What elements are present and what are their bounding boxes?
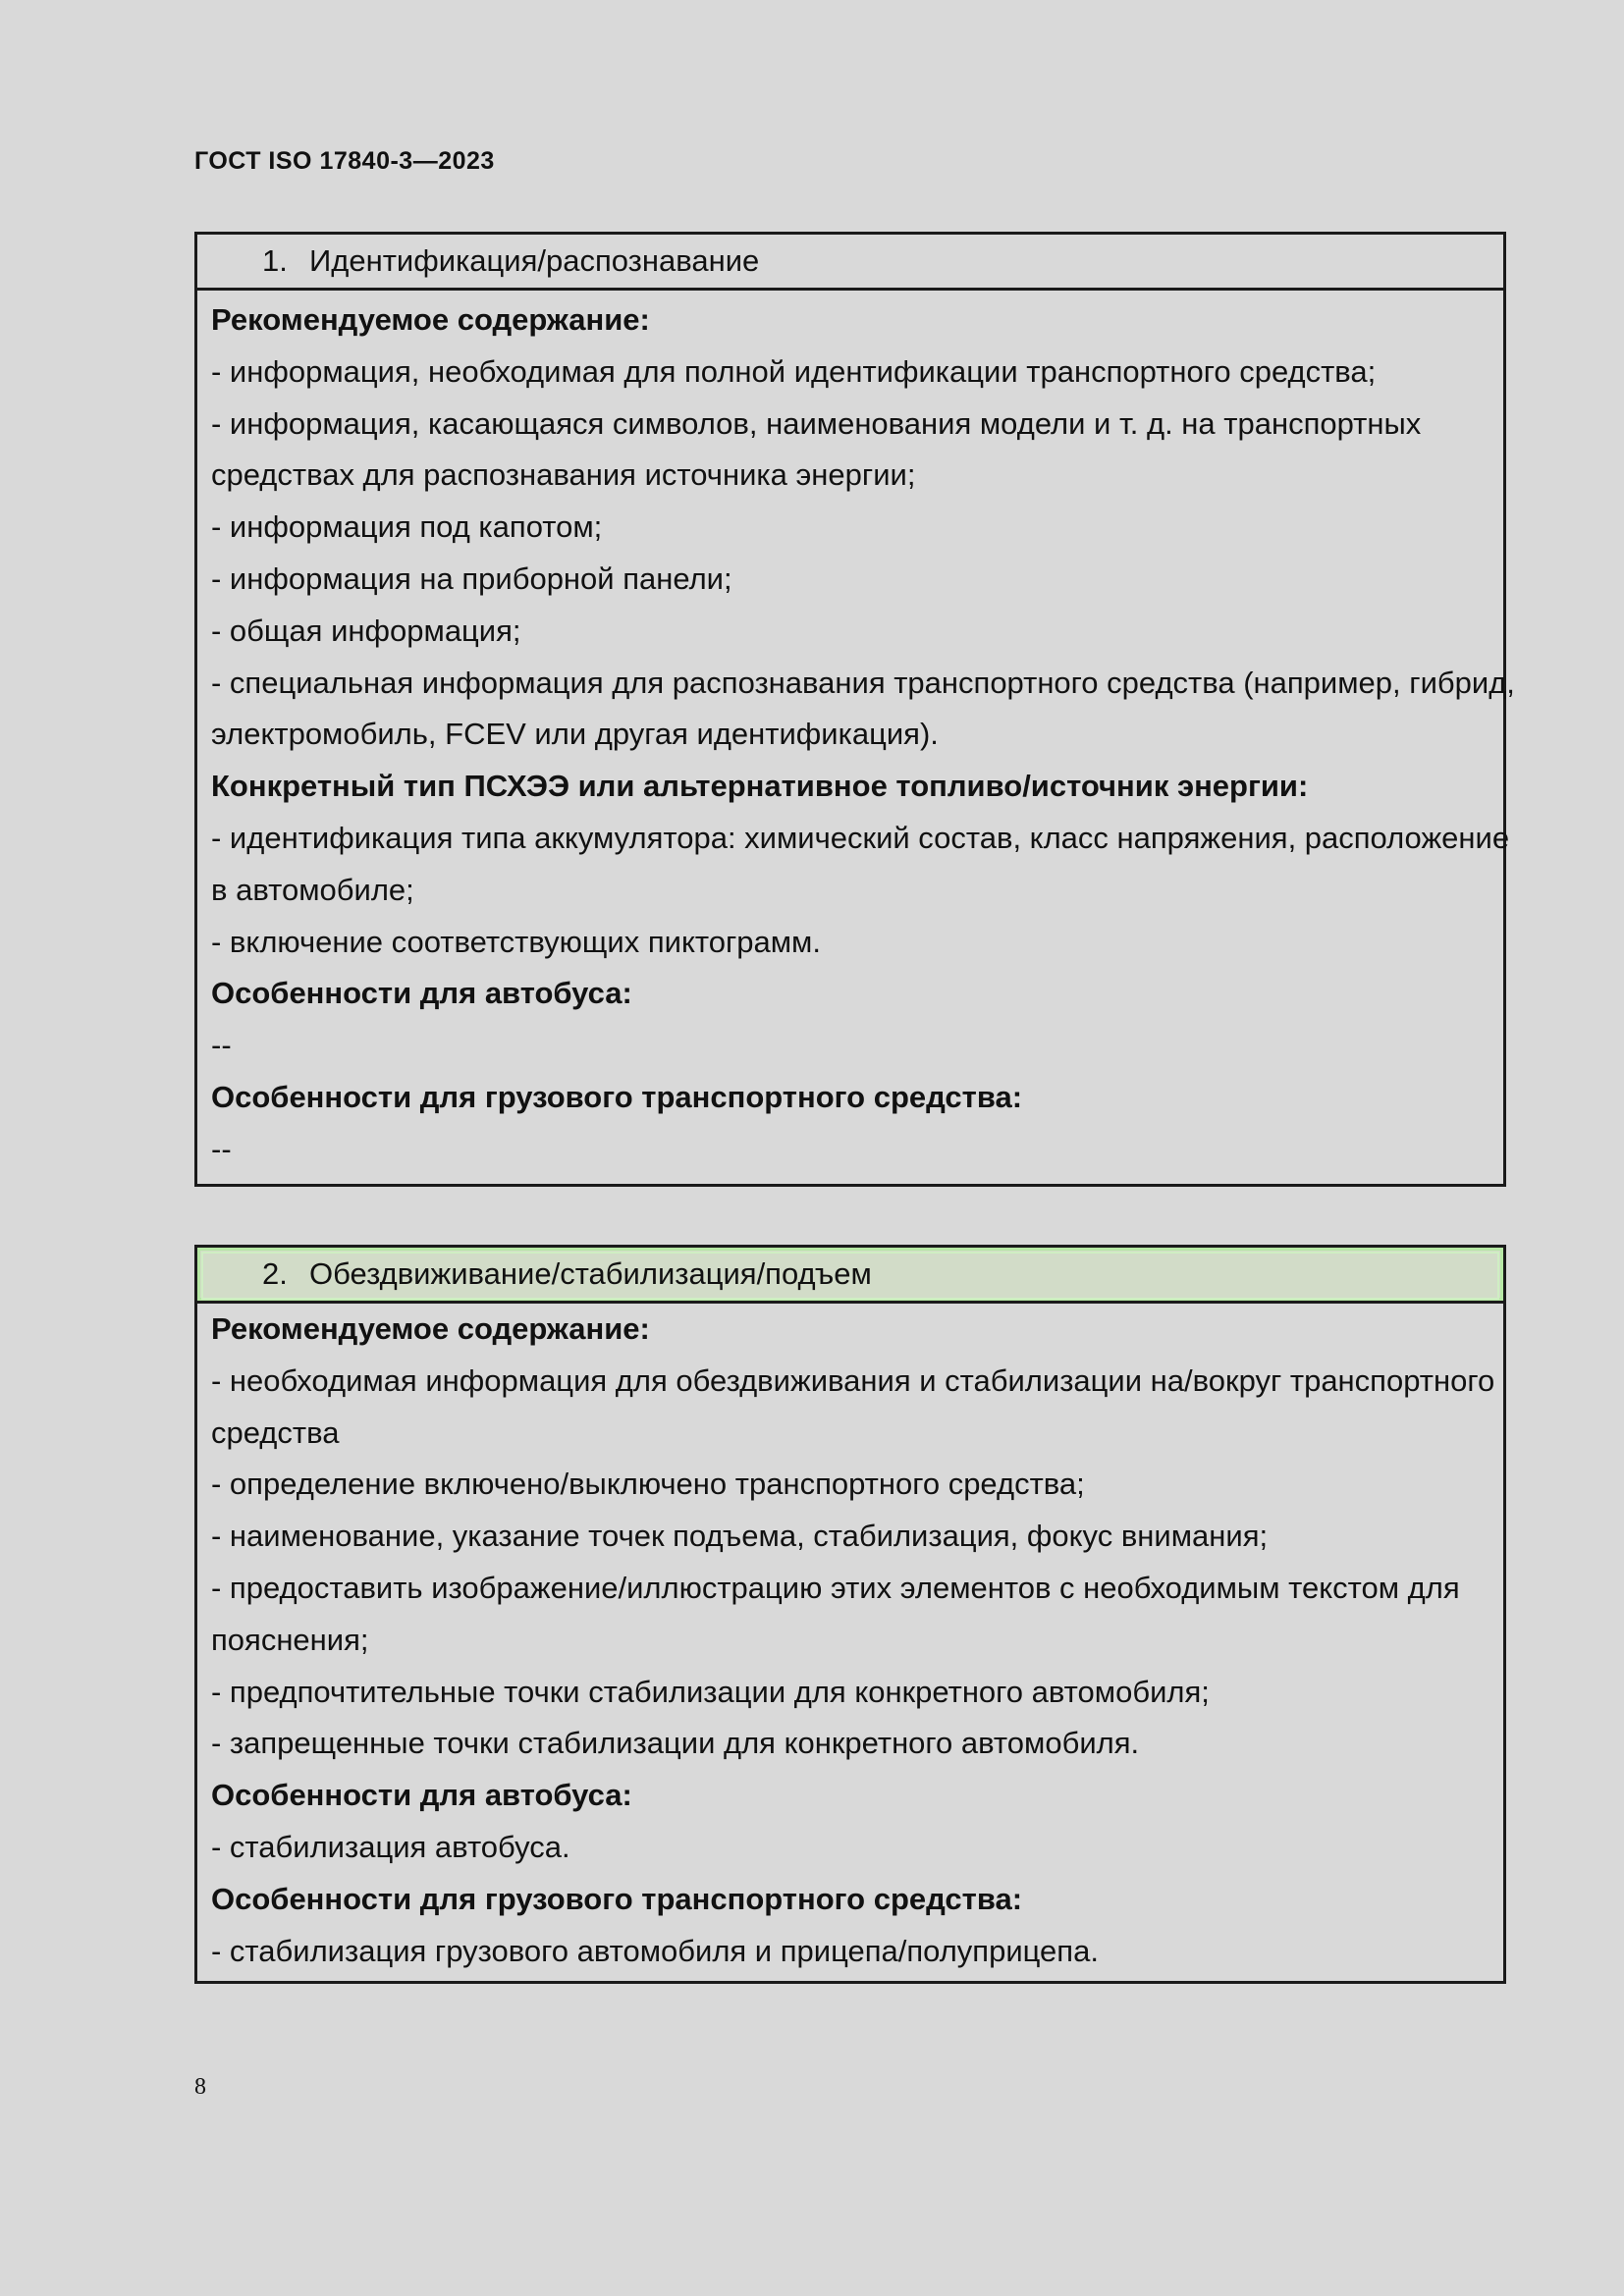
- content-line: - информация, касающаяся символов, наименования модели и т. д. на транспортных: [211, 405, 1422, 441]
- section-immobilization: [194, 1245, 1506, 1984]
- content-line: - специальная информация для распознавания транспортного средства (например, гибрид,: [211, 665, 1515, 700]
- content-line: - определение включено/выключено транспортного средства;: [211, 1467, 1085, 1502]
- subheading: Рекомендуемое содержание:: [211, 302, 650, 337]
- document-code: ГОСТ ISO 17840-3—2023: [194, 147, 495, 175]
- content-line: --: [211, 1028, 232, 1063]
- content-line: - информация под капотом;: [211, 509, 603, 545]
- section-title: Идентификация/распознавание: [309, 243, 760, 278]
- subheading: Рекомендуемое содержание:: [211, 1311, 650, 1346]
- section-title: Обездвиживание/стабилизация/подъем: [309, 1256, 872, 1291]
- content-line: электромобиль, FCEV или другая идентификация).: [211, 717, 939, 752]
- content-line: --: [211, 1131, 232, 1166]
- content-line: - наименование, указание точек подъема, стабилизация, фокус внимания;: [211, 1519, 1269, 1554]
- subheading: Особенности для грузового транспортного средства:: [211, 1079, 1023, 1114]
- content-line: - предпочтительные точки стабилизации для конкретного автомобиля;: [211, 1674, 1210, 1709]
- content-line: средства: [211, 1415, 340, 1450]
- content-line: - информация на приборной панели;: [211, 561, 732, 596]
- section-title-bar: [197, 235, 1503, 291]
- content-line: - стабилизация автобуса.: [211, 1829, 570, 1864]
- content-line: - идентификация типа аккумулятора: химический состав, класс напряжения, расположение: [211, 820, 1510, 855]
- content-line: - запрещенные точки стабилизации для конкретного автомобиля.: [211, 1726, 1140, 1761]
- section-content: [197, 291, 1515, 1184]
- section-identification: [194, 232, 1515, 1187]
- content-line: - стабилизация грузового автомобиля и прицепа/полуприцепа.: [211, 1933, 1099, 1968]
- subheading: Особенности для грузового транспортного средства:: [211, 1881, 1023, 1916]
- content-line: - общая информация;: [211, 613, 521, 648]
- page-number: 8: [194, 2074, 206, 2100]
- content-line: - информация, необходимая для полной идентификации транспортного средства;: [211, 353, 1377, 389]
- subheading: Конкретный тип ПСХЭЭ или альтернативное топливо/источник энергии:: [211, 769, 1309, 804]
- content-line: - включение соответствующих пиктограмм.: [211, 924, 821, 959]
- content-line: - необходимая информация для обездвиживания и стабилизации на/вокруг транспортного: [211, 1362, 1495, 1398]
- content-line: в автомобиле;: [211, 872, 414, 907]
- section-number: 1.: [262, 243, 288, 278]
- subheading: Особенности для автобуса:: [211, 976, 632, 1011]
- content-line: средствах для распознавания источника энергии;: [211, 457, 916, 493]
- content-line: пояснения;: [211, 1622, 369, 1657]
- content-line: - предоставить изображение/иллюстрацию этих элементов с необходимым текстом для: [211, 1570, 1460, 1605]
- section-number: 2.: [262, 1256, 288, 1291]
- section-title-bar: [197, 1248, 1503, 1304]
- subheading: Особенности для автобуса:: [211, 1778, 632, 1813]
- section-content: [197, 1304, 1503, 1981]
